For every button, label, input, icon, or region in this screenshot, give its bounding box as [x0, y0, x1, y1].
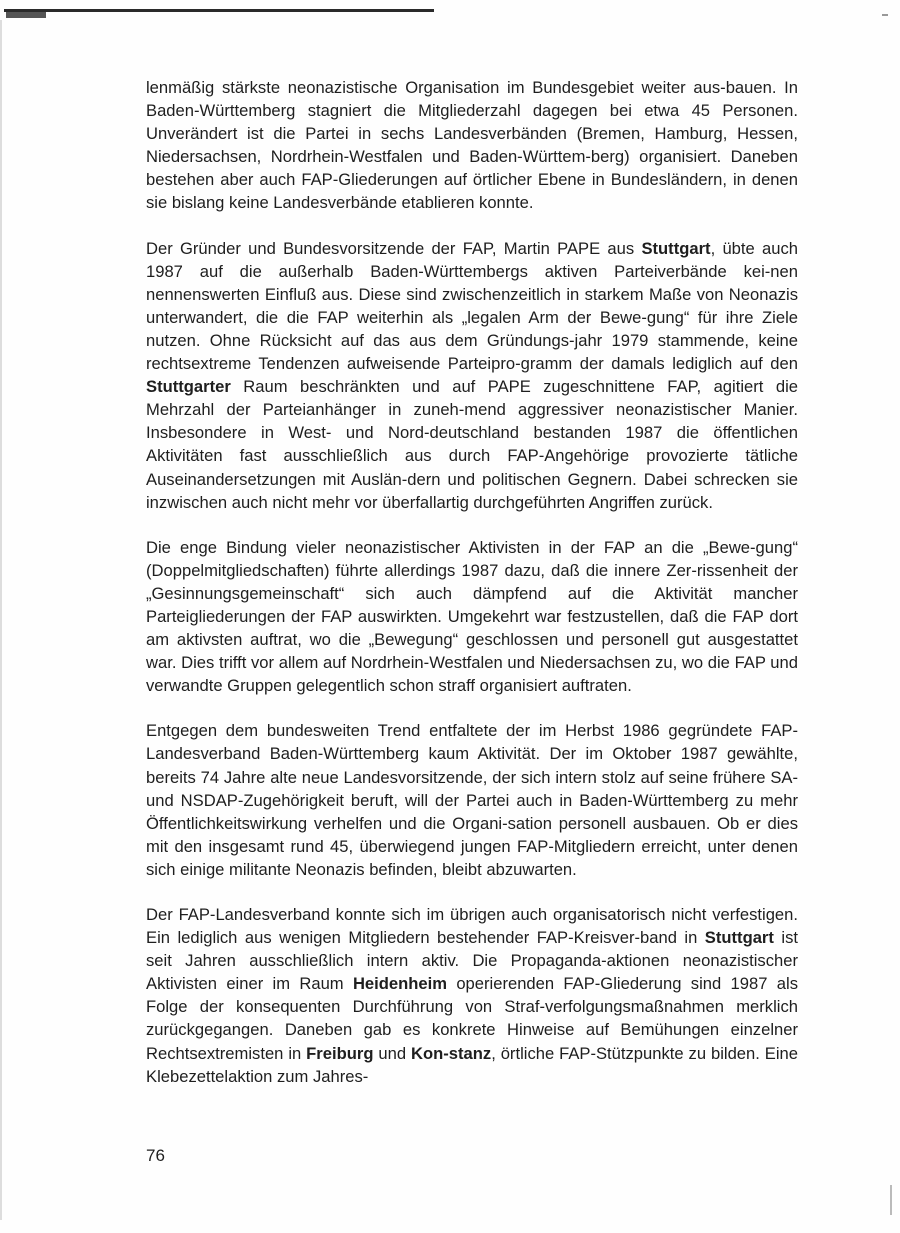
text-segment: Die enge Bindung vieler neonazistischer Aktivisten in der FAP an die „Bewe-gung“ (Doppelmitgliedschaften) führte allerdings 1987 dazu, daß die innere Zer-rissenheit der „Gesinnungsgemeinschaft“ sich auch dämpfend auf die Aktivität mancher Parteigliederungen der FAP auswirkten. Umgekehrt war festzustellen, daß die FAP dort am aktivsten auftrat, wo die „Bewegung“ geschlossen und personell gut ausgestattet war. Dies trifft vor allem auf Nordrhein-Westfalen und Niedersachsen zu, wo die FAP und verwandte Gruppen gelegentlich schon straff organisiert auftraten.: [146, 537, 798, 696]
place-name: Kon-stanz: [410, 1043, 492, 1063]
corner-mark: [882, 14, 888, 16]
text-segment: , übte auch 1987 auf die außerhalb Baden-Württembergs aktiven Parteiverbände kei-nen nennenswerten Einfluß aus. Diese sind zwischenzeitlich in starkem Maße von Neonazis unterwandert, die die FAP weiterhin als „legalen Arm der Bewe-gung“ für ihre Ziele nutzen. Ohne Rücksicht auf das aus dem Gründungs-jahr 1979 stammende, keine rechtsextreme Tendenzen aufweisende Parteipro-gramm der damals lediglich auf den: [146, 238, 798, 374]
text-segment: Raum beschränkten und auf PAPE zugeschnittene FAP, agitiert die Mehrzahl der Parteianhänger in zuneh-mend aggressiver neonazistischer Manier. Insbesondere in West- und Nord-deutschland bestanden 1987 die öffentlichen Aktivitäten fast ausschließlich aus durch FAP-Angehörige provozierte tätliche Auseinandersetzungen mit Auslän-dern und politischen Gegnern. Dabei schrecken sie inzwischen auch nicht mehr vor überfallartig durchgeführten Angriffen zurück.: [146, 377, 798, 512]
text-segment: , örtliche FAP-Stützpunkte zu bilden. Eine Klebezettelaktion zum Jahres-: [146, 1043, 798, 1086]
paragraph-5: [146, 903, 798, 1088]
paragraph-2: [146, 237, 798, 514]
page-number: 76: [146, 1146, 165, 1165]
paragraph-3: [146, 536, 798, 698]
text-segment: Der Gründer und Bundesvorsitzende der FAP, Martin PAPE aus: [146, 238, 642, 258]
place-name: Freiburg: [306, 1043, 374, 1063]
text-segment: Der FAP-Landesverband konnte sich im übrigen auch organisatorisch nicht verfestigen. Ein lediglich aus wenigen Mitgliedern bestehender FAP-Kreisver-band in: [146, 905, 798, 948]
paragraph-1: [146, 76, 798, 215]
left-edge-shadow: [0, 20, 2, 1220]
place-name: Heidenheim: [352, 974, 447, 994]
text-segment: lenmäßig stärkste neonazistische Organisation im Bundesgebiet weiter aus-bauen. In Baden-Württemberg stagniert die Mitgliederzahl dagegen bei etwa 45 Personen. Unverändert ist die Partei in sechs Landesverbänden (Bremen, Hamburg, Hessen, Niedersachsen, Nordrhein-Westfalen und Baden-Württem-berg) organisiert. Daneben bestehen aber auch FAP-Gliederungen auf örtlicher Ebene in Bundesländern, in denen sie bislang keine Landesverbände etablieren konnte.: [146, 78, 798, 213]
body-text: [146, 76, 798, 1110]
place-name: Stuttgart: [704, 928, 774, 948]
top-rule: [4, 9, 434, 12]
paragraph-4: [146, 719, 798, 881]
text-segment: ist seit Jahren ausschließlich intern aktiv. Die Propaganda-aktionen neonazistischer Aktivisten einer im Raum: [146, 928, 798, 994]
text-segment: Entgegen dem bundesweiten Trend entfaltete der im Herbst 1986 gegründete FAP-Landesverband Baden-Württemberg kaum Aktivität. Der im Oktober 1987 gewählte, bereits 74 Jahre alte neue Landesvorsitzende, der sich intern stolz auf seine frühere SA- und NSDAP-Zugehörigkeit beruft, will der Partei auch in Baden-Württemberg zu mehr Öffentlichkeitswirkung verhelfen und die Organi-sation personell ausbauen. Ob er dies mit den insgesamt rund 45, überwiegend jungen FAP-Mitgliedern erreicht, unter denen sich einige militante Neonazis befinden, bleibt abzuwarten.: [146, 721, 798, 879]
text-segment: operierenden FAP-Gliederung sind 1987 als Folge der konsequenten Durchführung von Straf-verfolgungsmaßnahmen merklich zurückgegangen. Daneben gab es konkrete Hinweise auf Bemühungen einzelner Rechtsextremisten in: [146, 974, 798, 1063]
top-rule-tail: [6, 12, 46, 18]
place-name: Stuttgarter: [146, 377, 231, 397]
place-name: Stuttgart: [641, 238, 711, 258]
text-segment: und: [373, 1043, 411, 1063]
right-edge-mark: [890, 1185, 892, 1215]
